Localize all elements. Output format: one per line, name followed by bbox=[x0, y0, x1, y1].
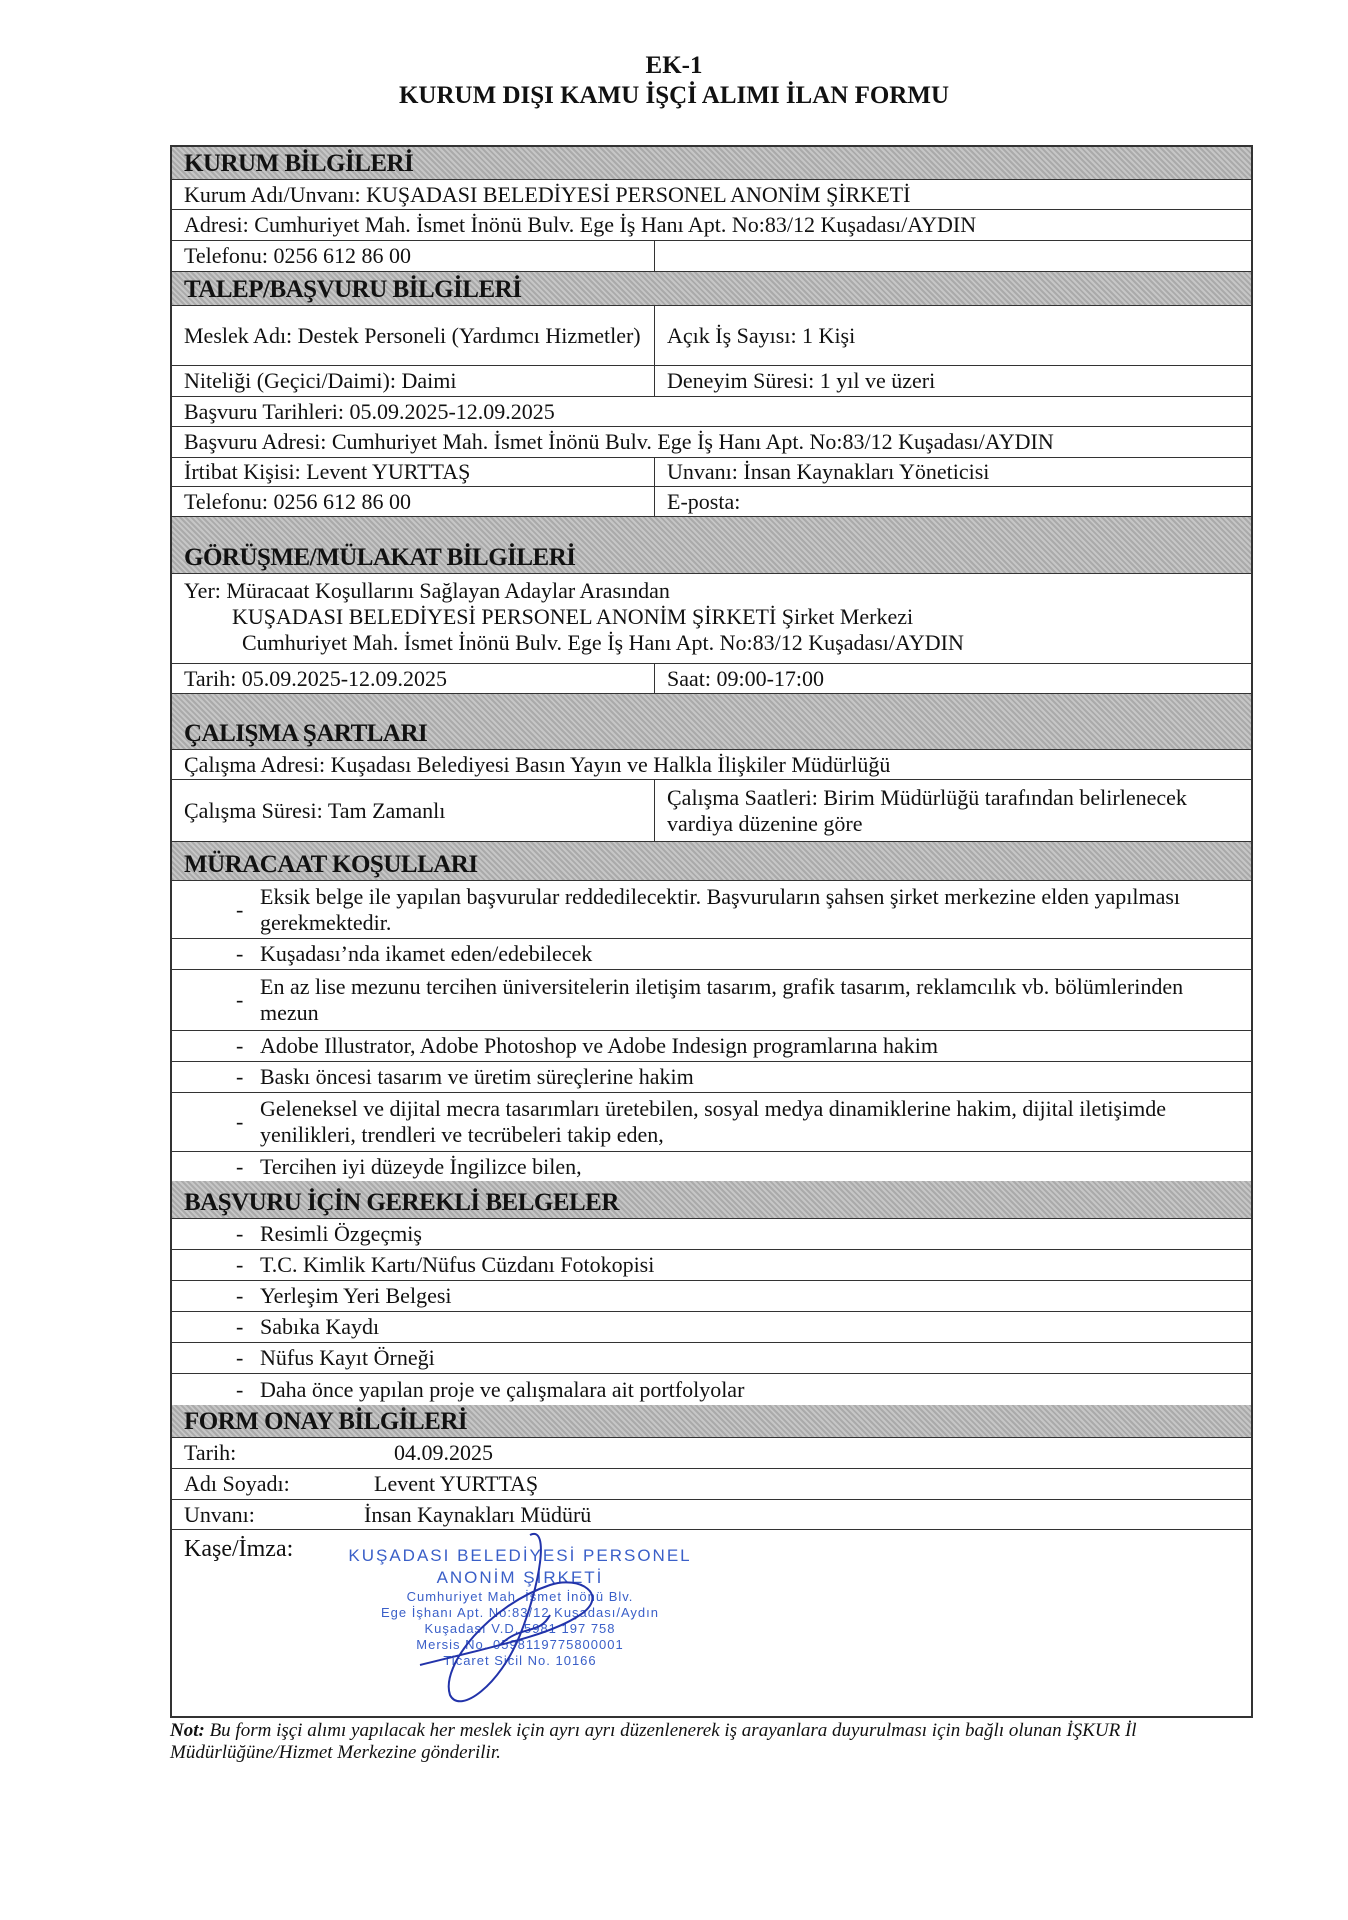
eposta: E-posta: bbox=[667, 488, 741, 514]
muracaat-item: - Geleneksel ve dijital mecra tasarımları üretebilen, sosyal medya dinamiklerine hakim, dijital iletişimde yenilikleri, trendleri ve tecrübeleri takip eden, bbox=[172, 1093, 1251, 1152]
section-onay: FORM ONAY BİLGİLERİ bbox=[172, 1405, 1251, 1438]
announcement-form bbox=[170, 145, 1253, 1718]
gorusme-yer: Yer: Müracaat Koşullarını Sağlayan Adaylar Arasından KUŞADASI BELEDİYESİ PERSONEL ANONİM ŞİRKETİ Şirket Merkezi Cumhuriyet Mah. İsmet İnönü Bulv. Ege İş Hanı Apt. No:83/12 Kuşadası/AYDIN bbox=[184, 578, 964, 655]
onay-unvan: Unvanı: İnsan Kaynakları Müdürü bbox=[184, 1501, 592, 1527]
belge-item: - Sabıka Kaydı bbox=[172, 1312, 1251, 1343]
kurum-name: Kurum Adı/Unvanı: KUŞADASI BELEDİYESİ PERSONEL ANONİM ŞİRKETİ bbox=[184, 181, 911, 207]
basvuru-tarihleri: Başvuru Tarihleri: 05.09.2025-12.09.2025 bbox=[184, 398, 555, 424]
calisma-saatleri: Çalışma Saatleri: Birim Müdürlüğü tarafından belirlenecek vardiya düzenine göre bbox=[667, 784, 1187, 836]
muracaat-item: - En az lise mezunu tercihen üniversitelerin iletişim tasarım, grafik tasarım, reklamcılık vb. bölümlerinden mezun bbox=[172, 970, 1251, 1031]
section-calisma: ÇALIŞMA ŞARTLARI bbox=[172, 694, 1251, 750]
section-gorusme: GÖRÜŞME/MÜLAKAT BİLGİLERİ bbox=[172, 517, 1251, 574]
calisma-adres: Çalışma Adresi: Kuşadası Belediyesi Basın Yayın ve Halkla İlişkiler Müdürlüğü bbox=[184, 751, 891, 777]
meslek: Meslek Adı: Destek Personeli (Yardımcı Hizmetler) bbox=[172, 306, 655, 365]
onay-tarih: Tarih: 04.09.2025 bbox=[184, 1440, 493, 1465]
kurum-phone: Telefonu: 0256 612 86 00 bbox=[172, 241, 655, 271]
muracaat-item: - Baskı öncesi tasarım ve üretim süreçlerine hakim bbox=[172, 1062, 1251, 1093]
kase-imza-label: Kaşe/İmza: bbox=[184, 1536, 294, 1562]
section-kurum: KURUM BİLGİLERİ bbox=[172, 147, 1251, 180]
irtibat: İrtibat Kişisi: Levent YURTTAŞ bbox=[172, 458, 655, 486]
belge-item: - Nüfus Kayıt Örneği bbox=[172, 1343, 1251, 1374]
belge-item: - Daha önce yapılan proje ve çalışmalara ait portfolyolar bbox=[236, 1376, 745, 1402]
company-stamp: KUŞADASI BELEDİYESİ PERSONEL ANONİM ŞİRKETİ Cumhuriyet Mah. İsmet İnönü Blv. Ege İşhanı Apt. No:83/12 Kuşadası/Aydın Kuşadası V.D. 5981 197 758 Mersis No. 0598119775800001 Ticaret Sicil No. 10166 bbox=[348, 1546, 692, 1668]
calisma-sure: Çalışma Süresi: Tam Zamanlı bbox=[172, 780, 655, 841]
section-talep: TALEP/BAŞVURU BİLGİLERİ bbox=[172, 272, 1251, 306]
muracaat-item: - Adobe Illustrator, Adobe Photoshop ve Adobe Indesign programlarına hakim bbox=[172, 1031, 1251, 1062]
belge-item: - T.C. Kimlik Kartı/Nüfus Cüzdanı Fotokopisi bbox=[172, 1250, 1251, 1281]
footer-note: Not: Bu form işçi alımı yapılacak her meslek için ayrı ayrı düzenlenerek iş arayanlara duyurulması için bağlı olunan İŞKUR İl Müdürlüğüne/Hizmet Merkezine gönderilir. bbox=[170, 1720, 1137, 1763]
gorusme-saat: Saat: 09:00-17:00 bbox=[667, 665, 825, 691]
muracaat-item: - Eksik belge ile yapılan başvurular reddedilecektir. Başvuruların şahsen şirket merkezine elden yapılması gerekmektedir. bbox=[172, 881, 1251, 939]
section-muracaat: MÜRACAAT KOŞULLARI bbox=[172, 842, 1251, 881]
basvuru-adresi: Başvuru Adresi: Cumhuriyet Mah. İsmet İnönü Bulv. Ege İş Hanı Apt. No:83/12 Kuşadası/AYDIN bbox=[184, 429, 1054, 454]
deneyim: Deneyim Süresi: 1 yıl ve üzeri bbox=[667, 368, 936, 393]
muracaat-item: - Kuşadası’nda ikamet eden/edebilecek bbox=[172, 939, 1251, 970]
kurum-address: Adresi: Cumhuriyet Mah. İsmet İnönü Bulv. Ege İş Hanı Apt. No:83/12 Kuşadası/AYDIN bbox=[184, 212, 977, 237]
belge-item: - Resimli Özgeçmiş bbox=[172, 1219, 1251, 1250]
talep-phone: Telefonu: 0256 612 86 00 bbox=[172, 487, 655, 516]
belge-item: - Yerleşim Yeri Belgesi bbox=[172, 1281, 1251, 1312]
acik-is: Açık İş Sayısı: 1 Kişi bbox=[667, 322, 856, 348]
nitelik: Niteliği (Geçici/Daimi): Daimi bbox=[172, 366, 655, 396]
irtibat-unvan: Unvanı: İnsan Kaynakları Yöneticisi bbox=[667, 459, 990, 484]
form-code: EK-1 bbox=[645, 52, 703, 79]
signature-icon bbox=[380, 1525, 640, 1715]
form-title: KURUM DIŞI KAMU İŞÇİ ALIMI İLAN FORMU bbox=[398, 82, 950, 109]
muracaat-item: - Tercihen iyi düzeyde İngilizce bilen, bbox=[236, 1153, 582, 1179]
section-belgeler: BAŞVURU İÇİN GEREKLİ BELGELER bbox=[172, 1181, 1251, 1219]
onay-ad: Adı Soyadı: Levent YURTTAŞ bbox=[184, 1471, 539, 1496]
gorusme-tarih: Tarih: 05.09.2025-12.09.2025 bbox=[172, 664, 655, 693]
